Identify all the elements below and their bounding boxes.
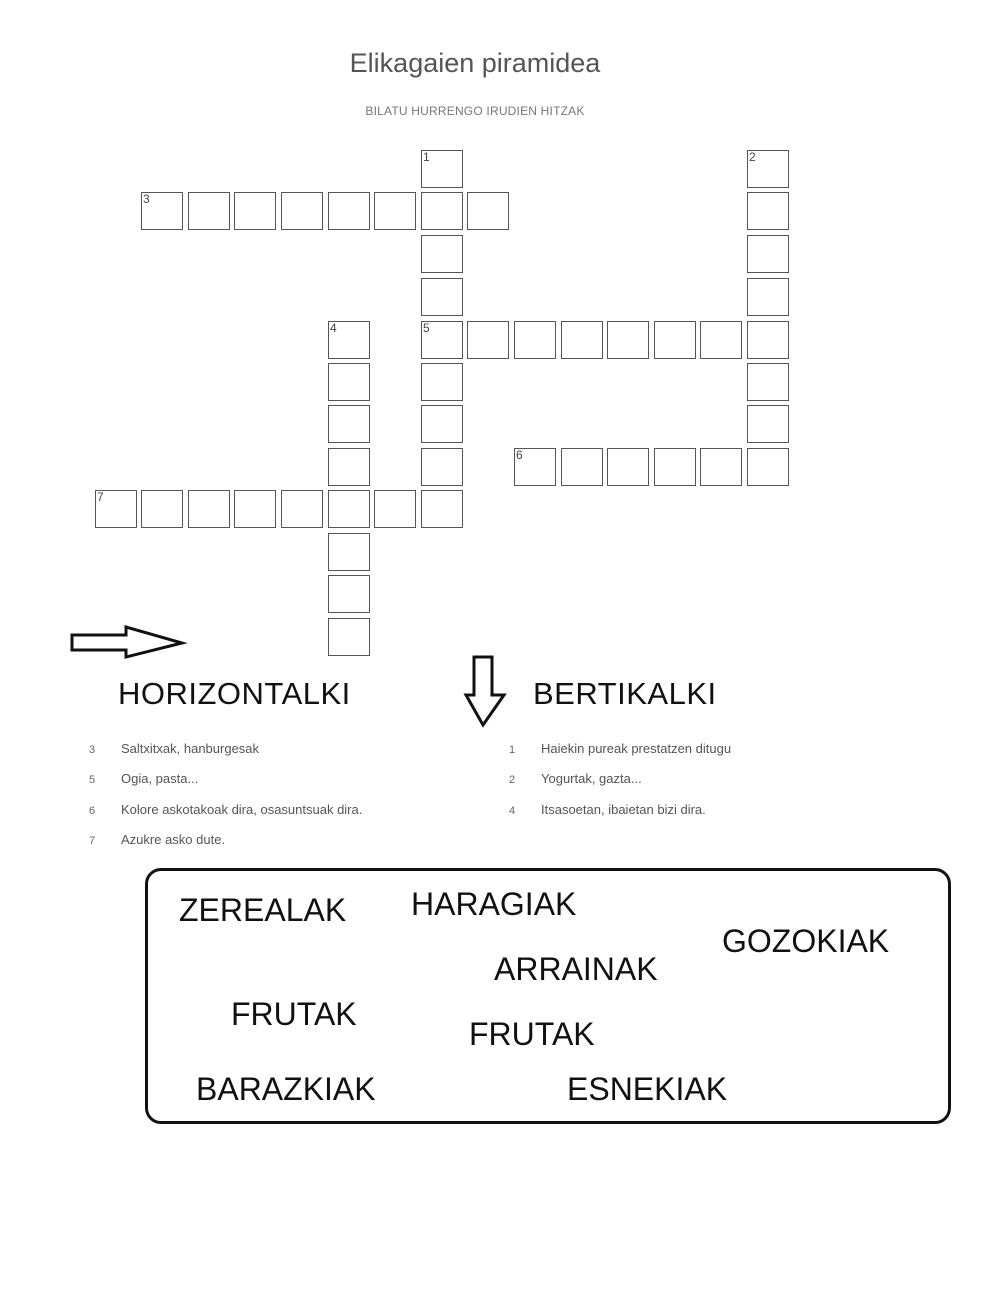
crossword-cell[interactable] <box>747 278 789 316</box>
crossword-cell-input[interactable] <box>422 236 462 272</box>
crossword-cell-input[interactable] <box>422 491 462 527</box>
crossword-cell-input[interactable] <box>562 449 602 485</box>
clue-number-label: 2 <box>749 150 756 164</box>
arrow-right-icon <box>70 625 190 661</box>
crossword-cell-input[interactable] <box>329 322 369 358</box>
crossword-cell[interactable] <box>421 150 463 188</box>
crossword-cell-input[interactable] <box>468 193 508 229</box>
crossword-cell-input[interactable] <box>282 193 322 229</box>
clue-text: Azukre asko dute. <box>121 832 226 847</box>
clue-number-label: 4 <box>330 321 337 335</box>
crossword-cell-input[interactable] <box>329 364 369 400</box>
crossword-cell-input[interactable] <box>701 322 741 358</box>
crossword-cell[interactable] <box>654 321 696 359</box>
crossword-cell[interactable] <box>328 192 370 230</box>
word-bank-item: ESNEKIAK <box>567 1071 728 1107</box>
crossword-cell-input[interactable] <box>562 322 602 358</box>
crossword-cell-input[interactable] <box>748 151 788 187</box>
crossword-cell[interactable] <box>328 405 370 443</box>
crossword-cell[interactable] <box>421 192 463 230</box>
crossword-cell-input[interactable] <box>235 491 275 527</box>
clue-text: Itsasoetan, ibaietan bizi dira. <box>541 802 706 817</box>
crossword-cell[interactable] <box>747 235 789 273</box>
clue-number: 5 <box>89 774 96 786</box>
crossword-cell[interactable] <box>561 321 603 359</box>
crossword-cell[interactable] <box>141 192 183 230</box>
crossword-cell-input[interactable] <box>329 576 369 612</box>
crossword-cell[interactable] <box>467 321 509 359</box>
crossword-cell[interactable] <box>374 192 416 230</box>
heading-horizontal: HORIZONTALKI <box>118 676 351 711</box>
crossword-cell[interactable] <box>421 363 463 401</box>
crossword-cell-input[interactable] <box>329 406 369 442</box>
crossword-cell-input[interactable] <box>701 449 741 485</box>
arrow-down-icon <box>462 655 508 729</box>
crossword-cell-input[interactable] <box>329 193 369 229</box>
crossword-cell[interactable] <box>328 448 370 486</box>
crossword-cell[interactable] <box>328 533 370 571</box>
word-bank-item: FRUTAK <box>469 1016 595 1052</box>
crossword-cell-input[interactable] <box>422 322 462 358</box>
clue-number: 1 <box>509 744 516 756</box>
crossword-cell[interactable] <box>421 321 463 359</box>
crossword-cell[interactable] <box>514 321 556 359</box>
crossword-cell-input[interactable] <box>748 364 788 400</box>
page-title: Elikagaien piramidea <box>349 48 601 78</box>
crossword-cell[interactable] <box>328 363 370 401</box>
crossword-cell-input[interactable] <box>422 279 462 315</box>
crossword-cell-input[interactable] <box>608 449 648 485</box>
clue-text: Saltxitxak, hanburgesak <box>121 741 260 756</box>
crossword-cell-input[interactable] <box>142 193 182 229</box>
crossword-cell-input[interactable] <box>748 449 788 485</box>
crossword-cell[interactable] <box>700 321 742 359</box>
crossword-cell[interactable] <box>141 490 183 528</box>
crossword-cell[interactable] <box>561 448 603 486</box>
crossword-cell-input[interactable] <box>748 193 788 229</box>
clue-text: Yogurtak, gazta... <box>541 771 642 786</box>
clue-number: 2 <box>509 774 516 786</box>
crossword-cell-input[interactable] <box>375 193 415 229</box>
crossword-cell[interactable] <box>514 448 556 486</box>
crossword-cell[interactable] <box>188 490 230 528</box>
crossword-cell[interactable] <box>421 278 463 316</box>
crossword-cell-input[interactable] <box>515 322 555 358</box>
crossword-cell[interactable] <box>747 321 789 359</box>
crossword-cell[interactable] <box>421 448 463 486</box>
crossword-cell[interactable] <box>607 448 649 486</box>
crossword-cell[interactable] <box>747 448 789 486</box>
crossword-cell[interactable] <box>654 448 696 486</box>
word-bank-item: FRUTAK <box>231 996 357 1032</box>
crossword-cell[interactable] <box>747 150 789 188</box>
clue-number-label: 1 <box>423 150 430 164</box>
clue-number-label: 7 <box>97 490 104 504</box>
word-bank-item: GOZOKIAK <box>722 923 890 959</box>
crossword-cell-input[interactable] <box>422 406 462 442</box>
crossword-cell-input[interactable] <box>282 491 322 527</box>
crossword-cell[interactable] <box>281 490 323 528</box>
crossword-cell[interactable] <box>188 192 230 230</box>
clue-number-label: 3 <box>143 192 150 206</box>
heading-vertical: BERTIKALKI <box>533 676 717 711</box>
crossword-cell-input[interactable] <box>422 151 462 187</box>
crossword-cell[interactable] <box>95 490 137 528</box>
crossword-cell[interactable] <box>747 192 789 230</box>
crossword-cell[interactable] <box>607 321 649 359</box>
crossword-cell-input[interactable] <box>329 534 369 570</box>
crossword-cell-input[interactable] <box>468 322 508 358</box>
crossword-cell-input[interactable] <box>655 449 695 485</box>
crossword-cell-input[interactable] <box>608 322 648 358</box>
word-bank-item: ZEREALAK <box>179 892 347 928</box>
crossword-cell[interactable] <box>421 490 463 528</box>
crossword-cell-input[interactable] <box>748 279 788 315</box>
crossword-cell-input[interactable] <box>189 193 229 229</box>
clue-number: 7 <box>89 835 96 847</box>
crossword-cell-input[interactable] <box>422 449 462 485</box>
crossword-cell[interactable] <box>328 321 370 359</box>
crossword-cell[interactable] <box>421 235 463 273</box>
crossword-cell-input[interactable] <box>422 193 462 229</box>
crossword-cell-input[interactable] <box>329 491 369 527</box>
clue-text: Ogia, pasta... <box>121 771 199 786</box>
crossword-cell-input[interactable] <box>329 449 369 485</box>
crossword-cell[interactable] <box>747 363 789 401</box>
clue-number: 4 <box>509 805 516 817</box>
crossword-cell[interactable] <box>467 192 509 230</box>
crossword-cell-input[interactable] <box>748 322 788 358</box>
crossword-cell-input[interactable] <box>748 236 788 272</box>
crossword-cell[interactable] <box>281 192 323 230</box>
crossword-cell[interactable] <box>421 405 463 443</box>
crossword-cell[interactable] <box>234 490 276 528</box>
clue-number-label: 6 <box>516 448 523 462</box>
crossword-cell-input[interactable] <box>96 491 136 527</box>
crossword-cell[interactable] <box>700 448 742 486</box>
word-bank-item: HARAGIAK <box>411 886 577 922</box>
crossword-cell-input[interactable] <box>235 193 275 229</box>
crossword-cell-input[interactable] <box>748 406 788 442</box>
clue-number: 6 <box>89 805 96 817</box>
crossword-cell-input[interactable] <box>189 491 229 527</box>
crossword-cell-input[interactable] <box>375 491 415 527</box>
crossword-cell-input[interactable] <box>329 619 369 655</box>
page-subtitle: BILATU HURRENGO IRUDIEN HITZAK <box>365 104 585 118</box>
crossword-cell[interactable] <box>328 618 370 656</box>
clue-text: Kolore askotakoak dira, osasuntsuak dira. <box>121 802 363 817</box>
word-bank-item: ARRAINAK <box>494 951 658 987</box>
clue-number: 3 <box>89 744 96 756</box>
crossword-cell[interactable] <box>747 405 789 443</box>
crossword-cell[interactable] <box>374 490 416 528</box>
crossword-cell[interactable] <box>328 575 370 613</box>
crossword-cell-input[interactable] <box>142 491 182 527</box>
word-bank-item: BARAZKIAK <box>196 1071 376 1107</box>
clue-number-label: 5 <box>423 321 430 335</box>
crossword-cell-input[interactable] <box>515 449 555 485</box>
crossword-cell-input[interactable] <box>655 322 695 358</box>
clue-text: Haiekin pureak prestatzen ditugu <box>541 741 732 756</box>
crossword-cell[interactable] <box>328 490 370 528</box>
crossword-cell[interactable] <box>234 192 276 230</box>
crossword-cell-input[interactable] <box>422 364 462 400</box>
